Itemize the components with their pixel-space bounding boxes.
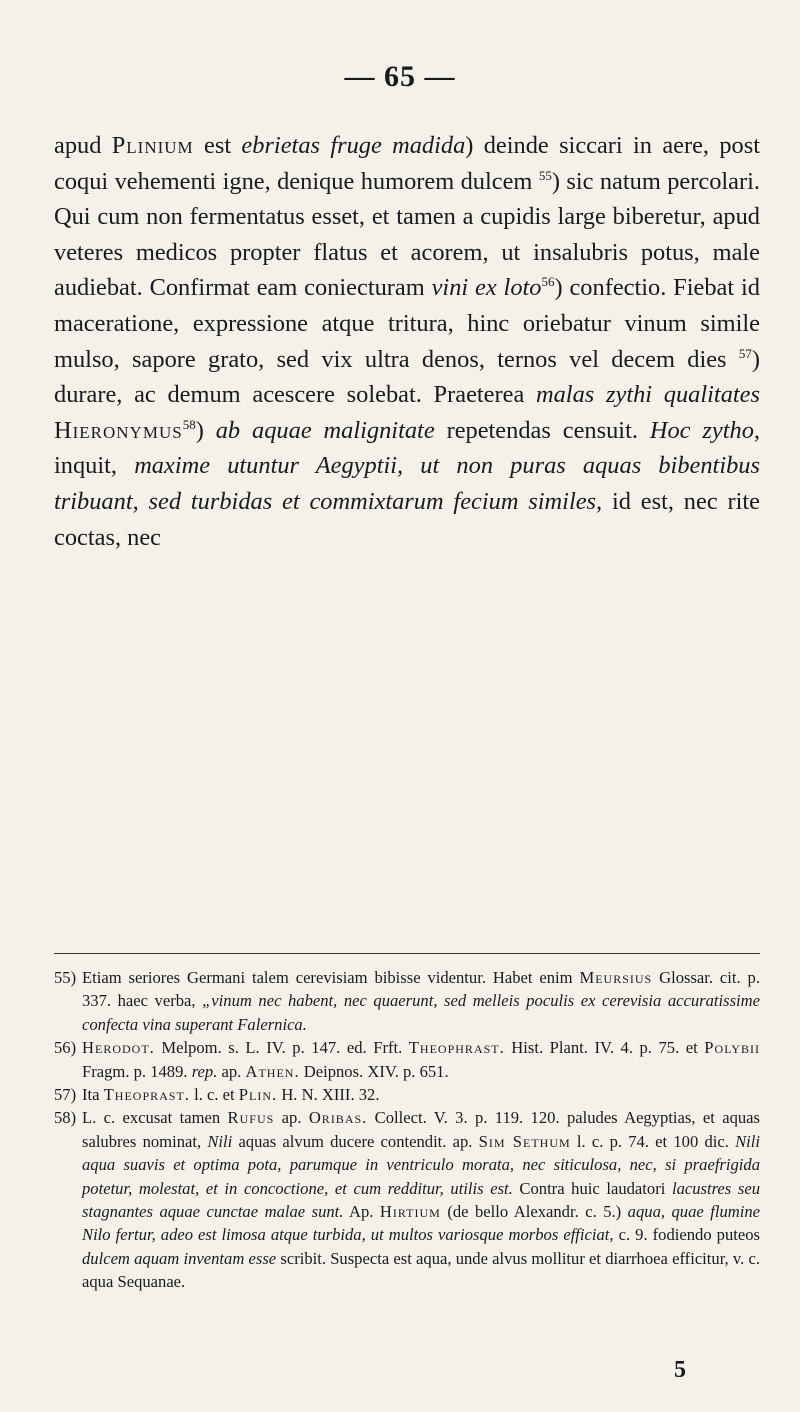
footnote-ref: 57 xyxy=(738,345,752,361)
emphasis: Hoc zytho, xyxy=(649,416,760,444)
emphasis: malas zythi qualitates xyxy=(536,381,760,409)
emphasis: maxime utuntur Aegyptii, ut non puras aquas bibentibus tribuant, sed turbidas et commixtarum fecium similes, xyxy=(54,452,760,515)
emphasis: ab aquae malignitate xyxy=(215,416,435,444)
page-number: — 65 — xyxy=(344,60,456,93)
footnote-ref: 56 xyxy=(541,274,555,290)
main-paragraph: apud Plinium est ebrietas fruge madida) deinde siccari in aere, post coqui vehementi igne, denique humorem dulcem $^{55}$) sic natum percolari. Qui cum non fermentatus esset, et tamen a cupidis large biberetur, apud veteres medicos propter flatus et acorem, ut insalubris potus, male audiebat. Confirmat eam coniecturam vini ex loto$^{56}$) confectio. Fiebat id maceratione, expressione atque tritura, hinc oriebatur vinum simile mulso, sapore grato, sed vix ultra denos, ternos vel decem dies $^{57}$) durare, ac demum acescere solebat. Praeterea malas zythi qualitates Hieronymus$^{58}$) ab aquae malignitate repetendas censuit. Hoc zytho, inquit, maxime utuntur Aegyptii, ut non puras aquas bibentibus tribuant, sed turbidas et commixtarum fecium similes, id est, nec rite coctas, nec xyxy=(54,132,760,551)
footnote-number: 56) xyxy=(54,1038,77,1058)
footnotes xyxy=(54,966,760,1294)
author-name: Hieronymus xyxy=(54,416,183,444)
author-name: Plinium xyxy=(111,132,194,159)
footnote-number: 57) xyxy=(54,1085,77,1105)
footnote-number: 55) xyxy=(54,968,77,987)
main-text xyxy=(54,128,760,555)
footnote-ref: 55 xyxy=(538,167,552,183)
emphasis: vini ex loto xyxy=(431,274,542,302)
footnote-58: 58) L. c. excusat tamen Rufus ap. Oribas. Collect. V. 3. p. 119. 120. paludes Aegyptias, et aquas salubres nominat, Nili aquas alvum ducere contendit. ap. Sim Sethum l. c. p. 74. et 100 dic. Nili aqua suavis et optima pota, parumque in ventriculo morata, nec siticulosa, nec, si praefrigida potetur, molestat, et in concoctione, et cum redditur, utilis est. Contra huic laudatori lacustres seu stagnantes aquae cunctae malae sunt. Ap. Hirtium (de bello Alexandr. c. 5.) aqua, quae flumine Nilo fertur, adeo est limosa atque turbida, ut multos variosque morbos efficiat, c. 9. fodiendo puteos dulcem aquam inventam esse scribit. Suspecta est aqua, unde alvus mollitur et diarrhoea efficitur, v. c. aqua Sequanae. xyxy=(54,1108,761,1292)
footnote-57: 57) Ita Theoprast. l. c. et Plin. H. N. XIII. 32. xyxy=(54,1083,760,1106)
signature-mark: 5 xyxy=(674,1357,686,1383)
footnote-56: 56) Herodot. Melpom. s. L. IV. p. 147. ed. Frft. Theophrast. Hist. Plant. IV. 4. p. 75. et Polybii Fragm. p. 1489. rep. ap. Athen. Deipnos. XIV. p. 651. xyxy=(54,1038,760,1081)
footnote-55: 55) Etiam seriores Germani talem cerevisiam bibisse videntur. Habet enim Meursius Glossar. cit. p. 337. haec verba, „vinum nec habent, nec quaerunt, sed melleis poculis ex cerevisia accuratissime confecta vina superant Falernica. xyxy=(54,968,761,1034)
footnote-number: 58) xyxy=(54,1108,77,1128)
emphasis: ebrietas fruge madida xyxy=(241,132,466,159)
footnote-ref: 58 xyxy=(182,416,196,432)
footnote-divider xyxy=(54,953,760,954)
